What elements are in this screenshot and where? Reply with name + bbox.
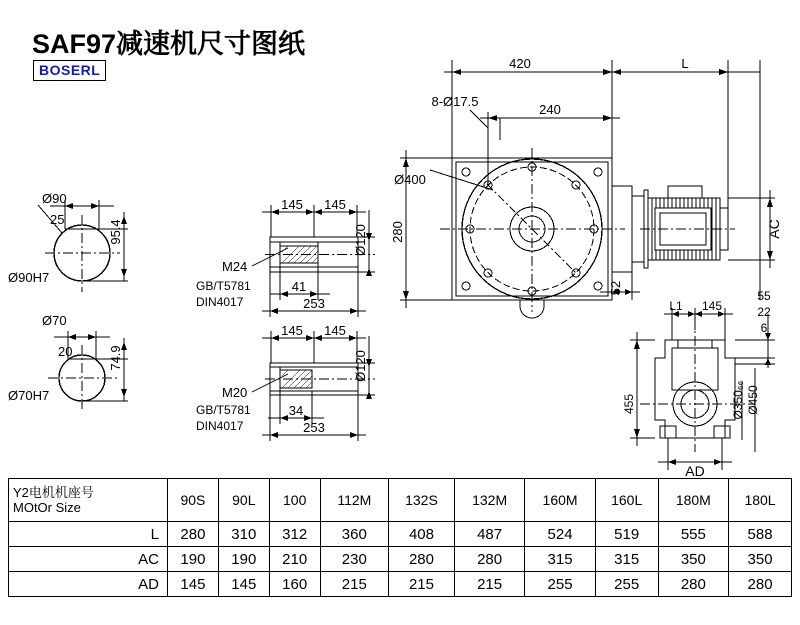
dim-d90: Ø90 <box>42 191 67 206</box>
table-cell: 280 <box>389 547 455 572</box>
dim-145-d: 145 <box>324 323 346 338</box>
dim-41: 41 <box>291 279 307 294</box>
table-cell: 487 <box>454 522 524 547</box>
dim-240: 240 <box>539 102 561 117</box>
table-cell: 215 <box>454 572 524 597</box>
table-header-row <box>9 479 792 522</box>
dim-L1: L1 <box>669 299 683 313</box>
dim-AD: AD <box>685 463 705 479</box>
table-cell: 555 <box>658 522 728 547</box>
table-cell: 145 <box>168 572 219 597</box>
column-header: 90S <box>168 479 219 522</box>
dim-22: 22 <box>757 305 771 319</box>
table-cell: 350 <box>729 547 792 572</box>
column-header: 160M <box>525 479 595 522</box>
table-cell: 310 <box>218 522 269 547</box>
table-cell: 280 <box>729 572 792 597</box>
dim-6: 6 <box>760 321 768 335</box>
table-cell: 190 <box>218 547 269 572</box>
table-cell: 230 <box>320 547 388 572</box>
dim-455: 455 <box>622 393 636 415</box>
dim-145-a: 145 <box>281 197 303 212</box>
table-cell: 160 <box>269 572 320 597</box>
table-cell: 190 <box>168 547 219 572</box>
dim-420: 420 <box>509 56 531 71</box>
dim-253-b: 253 <box>303 420 325 435</box>
label-din-1: DIN4017 <box>196 295 244 309</box>
table-cell: 280 <box>168 522 219 547</box>
label-m24: M24 <box>222 259 248 274</box>
dim-52: 52 <box>608 280 623 296</box>
table-row <box>9 547 792 572</box>
dim-L: L <box>681 56 689 71</box>
label-gb-1: GB/T5781 <box>196 279 251 293</box>
dim-954: 95.4 <box>108 219 123 245</box>
table-cell: 280 <box>658 572 728 597</box>
table-corner-line2: MOtOr Size <box>13 500 81 515</box>
table-cell: 524 <box>525 522 595 547</box>
dim-34: 34 <box>288 403 304 418</box>
table-cell: 210 <box>269 547 320 572</box>
dim-253-a: 253 <box>303 296 325 311</box>
page-title: SAF97减速机尺寸图纸 <box>32 29 306 59</box>
label-din-2: DIN4017 <box>196 419 244 433</box>
column-header: 90L <box>218 479 269 522</box>
table-corner-cell <box>9 479 168 522</box>
table-cell: 408 <box>389 522 455 547</box>
column-header: 132M <box>454 479 524 522</box>
table-cell: 255 <box>525 572 595 597</box>
table-cell: 315 <box>595 547 658 572</box>
dim-145-c: 145 <box>281 323 303 338</box>
column-header: 180L <box>729 479 792 522</box>
dim-d90h7: Ø90H7 <box>8 270 50 285</box>
label-m20: M20 <box>222 385 248 400</box>
brand-badge: BOSERL <box>33 60 106 81</box>
dim-145-e: 145 <box>701 299 723 313</box>
table-row <box>9 522 792 547</box>
dim-d350: Ø350₆₆ <box>731 380 745 420</box>
row-label: AD <box>9 572 168 597</box>
dim-d400: Ø400 <box>394 172 426 187</box>
table-cell: 145 <box>218 572 269 597</box>
table-cell: 215 <box>389 572 455 597</box>
table-cell: 360 <box>320 522 388 547</box>
dim-8xd175: 8-Ø17.5 <box>431 94 479 109</box>
column-header: 160L <box>595 479 658 522</box>
column-header: 112M <box>320 479 388 522</box>
motor-size-table <box>8 478 792 597</box>
dim-d450: Ø450 <box>746 385 760 415</box>
column-header: 132S <box>389 479 455 522</box>
table-cell: 315 <box>525 547 595 572</box>
dim-d120-b: Ø120 <box>353 350 368 382</box>
table-cell: 255 <box>595 572 658 597</box>
dim-d70: Ø70 <box>42 313 67 328</box>
table-cell: 312 <box>269 522 320 547</box>
column-header: 100 <box>269 479 320 522</box>
table-corner-line1: Y2电机机座号 <box>13 485 94 500</box>
label-gb-2: GB/T5781 <box>196 403 251 417</box>
dim-d70h7: Ø70H7 <box>8 388 50 403</box>
dim-20: 20 <box>58 344 73 359</box>
dim-AC: AC <box>766 219 782 239</box>
table-cell: 215 <box>320 572 388 597</box>
dim-145-b: 145 <box>324 197 346 212</box>
table-row <box>9 572 792 597</box>
dim-55: 55 <box>757 289 771 303</box>
dim-25: 25 <box>50 212 65 227</box>
dim-280: 280 <box>390 221 405 243</box>
column-header: 180M <box>658 479 728 522</box>
row-label: AC <box>9 547 168 572</box>
table-cell: 519 <box>595 522 658 547</box>
table-cell: 280 <box>454 547 524 572</box>
row-label: L <box>9 522 168 547</box>
table-cell: 588 <box>729 522 792 547</box>
dim-749: 74.9 <box>108 345 123 371</box>
dim-d120-a: Ø120 <box>353 224 368 256</box>
table-cell: 350 <box>658 547 728 572</box>
